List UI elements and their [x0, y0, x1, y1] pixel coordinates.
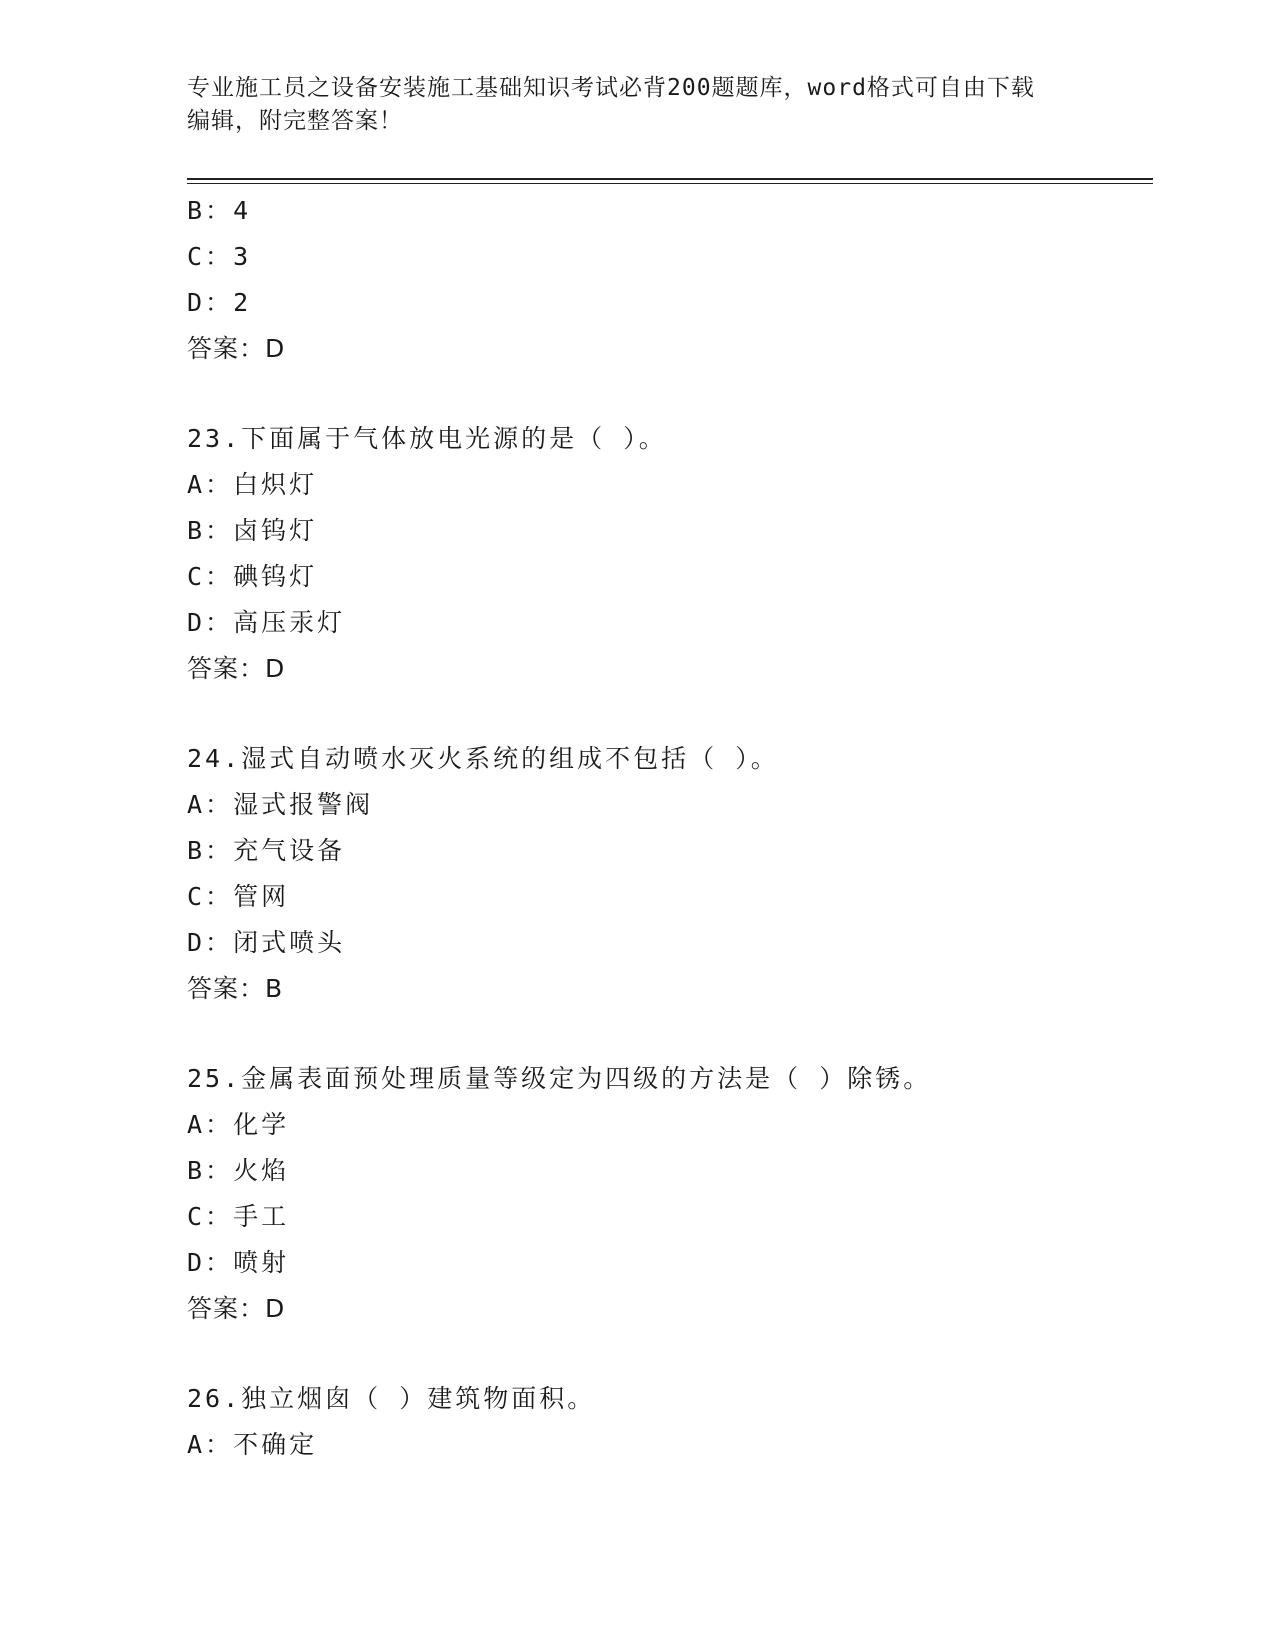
option-letter: C： — [187, 242, 234, 271]
option-text: 喷射 — [233, 1248, 290, 1277]
option-a — [187, 1422, 1153, 1468]
header-line-1: 专业施工员之设备安装施工基础知识考试必背200题题库，word格式可自由下载 — [187, 75, 1035, 101]
option-b — [187, 508, 1153, 554]
option-a — [187, 1102, 1153, 1148]
option-letter: C： — [187, 1202, 234, 1231]
option-c — [187, 874, 1153, 920]
question-stem: 26.独立烟囱（ ）建筑物面积。 — [187, 1384, 596, 1413]
option-text: 4 — [233, 196, 252, 225]
option-text: 白炽灯 — [233, 470, 318, 499]
option-letter: D： — [187, 608, 234, 637]
option-d — [187, 1240, 1153, 1286]
option-text: 2 — [233, 288, 252, 317]
option-text: 高压汞灯 — [233, 608, 346, 637]
option-letter: B： — [187, 836, 234, 865]
option-text: 化学 — [233, 1110, 290, 1139]
question-stem: 23.下面属于气体放电光源的是（ ）。 — [187, 424, 667, 453]
option-letter: A： — [187, 1110, 234, 1139]
option-text: 碘钨灯 — [233, 562, 318, 591]
option-text: 闭式喷头 — [233, 928, 346, 957]
option-text: 火焰 — [233, 1156, 290, 1185]
answer-line: 答案：D — [187, 1294, 286, 1323]
header-divider-thick — [187, 178, 1153, 180]
option-c — [187, 234, 1153, 280]
question-stem: 24.湿式自动喷水灭火系统的组成不包括（ ）。 — [187, 744, 779, 773]
option-letter: D： — [187, 928, 234, 957]
answer-line: 答案：B — [187, 974, 284, 1003]
option-d — [187, 920, 1153, 966]
option-letter: A： — [187, 470, 234, 499]
option-text: 管网 — [233, 882, 290, 911]
option-d — [187, 280, 1153, 326]
option-a — [187, 462, 1153, 508]
option-letter: D： — [187, 288, 234, 317]
option-b — [187, 828, 1153, 874]
question-block-23 — [187, 416, 1153, 692]
answer-line: 答案：D — [187, 654, 286, 683]
option-c — [187, 554, 1153, 600]
option-letter: C： — [187, 562, 234, 591]
option-letter: D： — [187, 1248, 234, 1277]
option-text: 不确定 — [233, 1430, 318, 1459]
option-text: 手工 — [233, 1202, 290, 1231]
option-letter: B： — [187, 1156, 234, 1185]
document-header — [187, 72, 1087, 138]
option-a — [187, 782, 1153, 828]
question-block-25 — [187, 1056, 1153, 1332]
option-letter: B： — [187, 196, 234, 225]
header-line-2: 编辑，附完整答案！ — [187, 108, 403, 134]
option-letter: B： — [187, 516, 234, 545]
option-letter: C： — [187, 882, 234, 911]
question-list — [187, 188, 1153, 1468]
option-text: 卤钨灯 — [233, 516, 318, 545]
option-text: 湿式报警阀 — [233, 790, 374, 819]
option-d — [187, 600, 1153, 646]
option-c — [187, 1194, 1153, 1240]
answer-line: 答案：D — [187, 334, 286, 363]
option-b — [187, 188, 1153, 234]
option-text: 3 — [233, 242, 252, 271]
question-block-24 — [187, 736, 1153, 1012]
option-text: 充气设备 — [233, 836, 346, 865]
option-letter: A： — [187, 1430, 234, 1459]
question-stem: 25.金属表面预处理质量等级定为四级的方法是（ ）除锈。 — [187, 1064, 932, 1093]
header-divider-thin — [187, 183, 1153, 184]
question-block-prev — [187, 188, 1153, 372]
question-block-26 — [187, 1376, 1153, 1468]
option-letter: A： — [187, 790, 234, 819]
option-b — [187, 1148, 1153, 1194]
